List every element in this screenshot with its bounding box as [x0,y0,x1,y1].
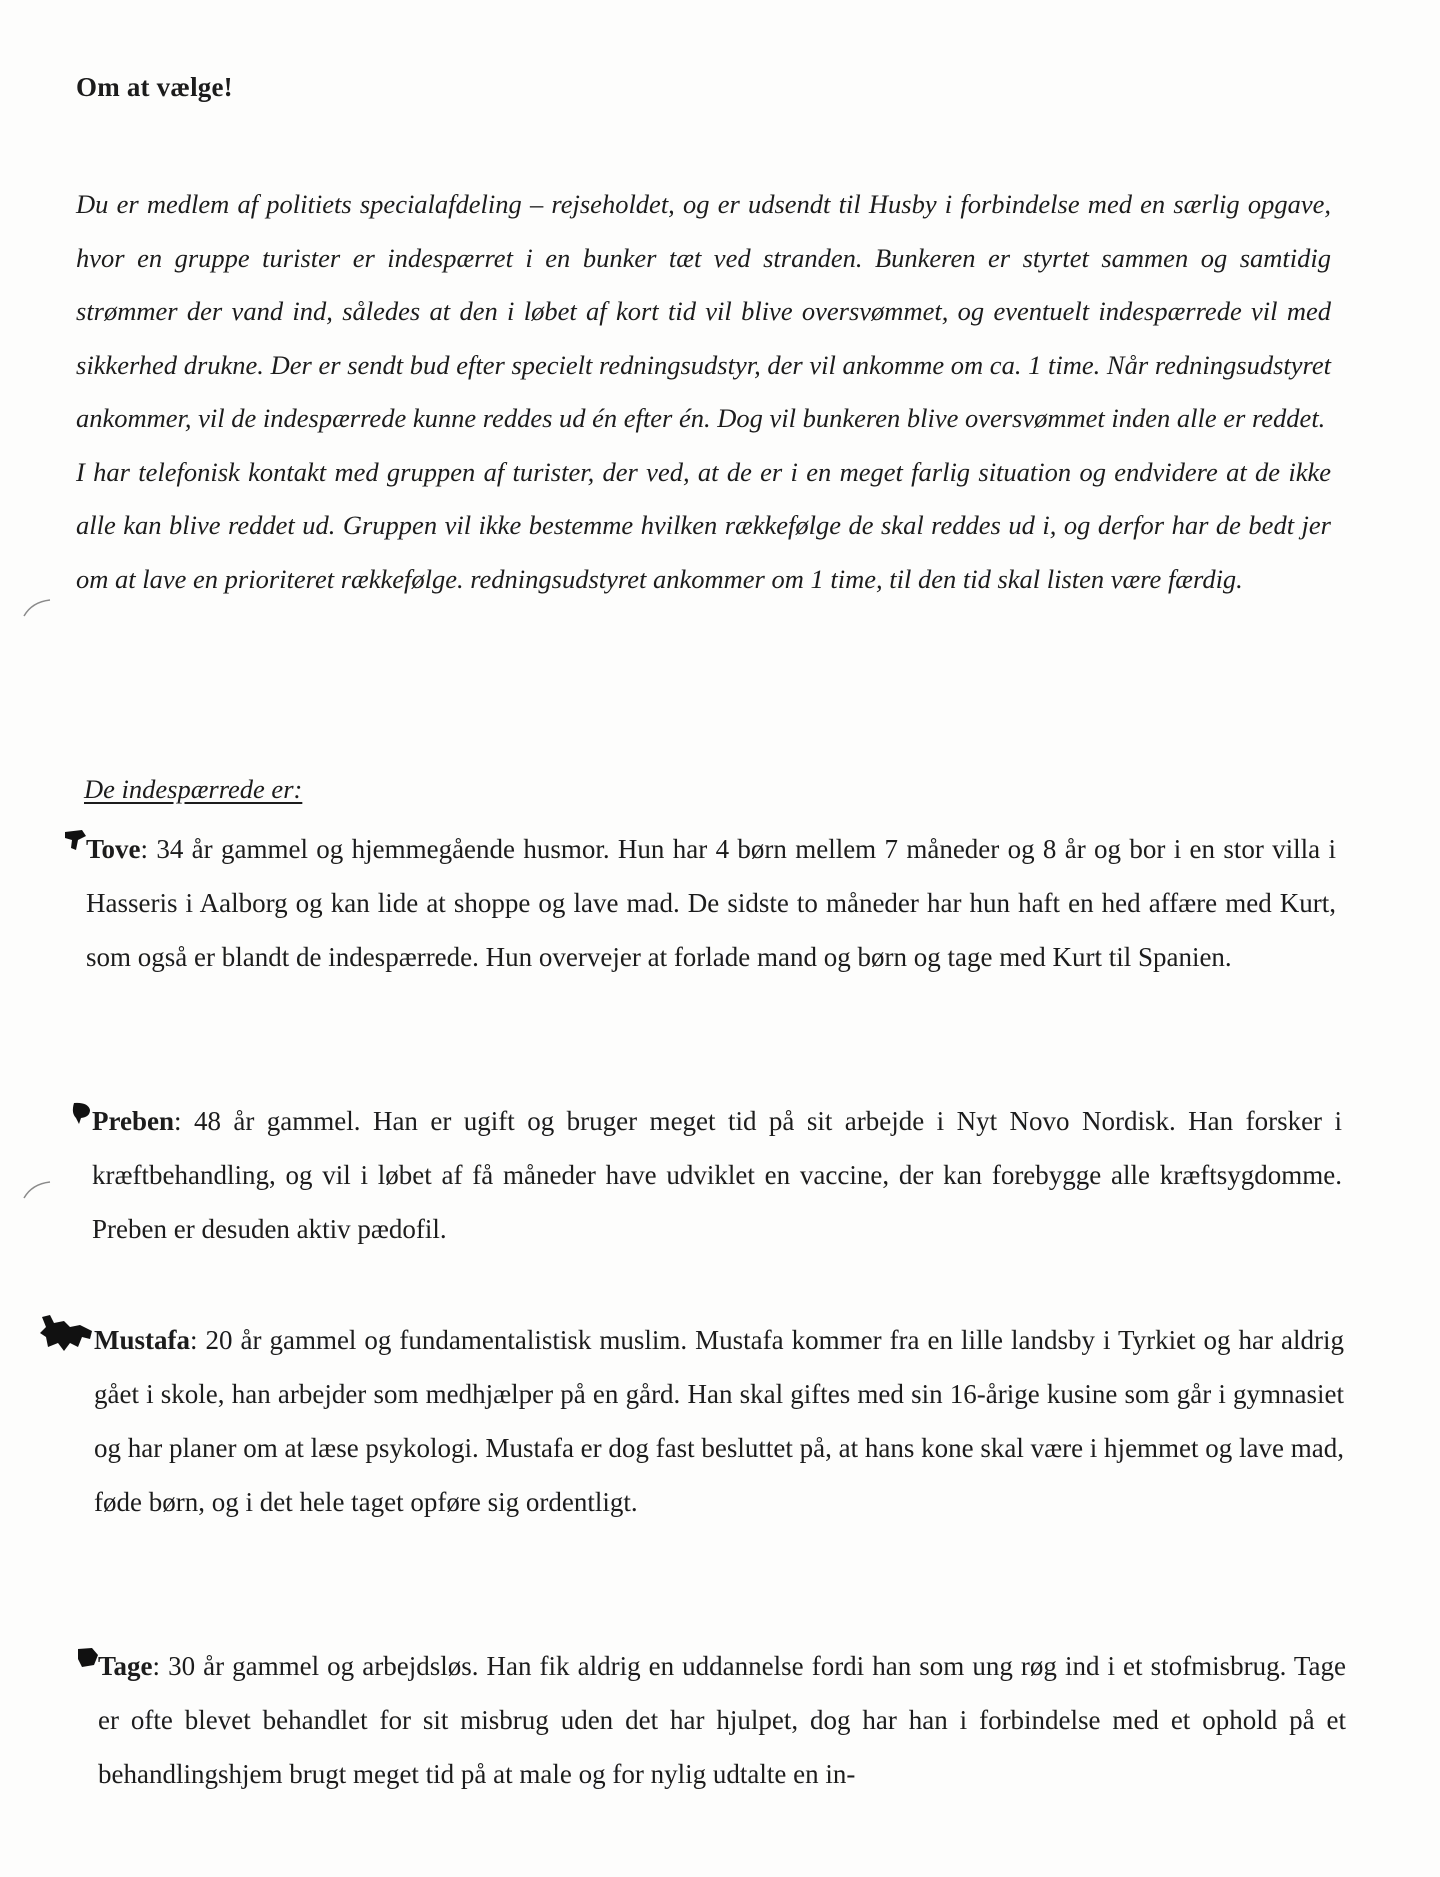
person-name: Tage [98,1651,153,1681]
list-heading: De indespærrede er: [84,774,303,804]
person-name: Tove [86,834,141,864]
scan-margin-mark [22,1180,52,1200]
person-name: Mustafa [94,1325,190,1355]
person-name: Preben [92,1106,174,1136]
ink-mark-icon [36,1313,94,1353]
scan-margin-mark [22,598,52,618]
ink-mark-icon [68,1100,94,1126]
person-description: : 34 år gammel og hjemmegående husmor. Hun har 4 børn mellem 7 måneder og 8 år og bor i en stor villa i Hasseris i Aalborg og kan lide at shoppe og lave mad. De sidste to måneder har hun haft en hed affære med Kurt, som også er blandt de indespærrede. Hun overvejer at forlade mand og børn og tage med Kurt til Spanien. [86,834,1336,972]
person-description: : 30 år gammel og arbejdsløs. Han fik aldrig en uddannelse fordi han som ung røg ind i et stofmisbrug. Tage er ofte blevet behandlet for sit misbrug uden det har hjulpet, dog har han i forbindelse med et ophold på et behandlingshjem brugt meget tid på at male og for nylig udtalte en in- [98,1651,1346,1789]
intro-paragraph: I har telefonisk kontakt med gruppen af turister, der ved, at de er i en meget farlig situation og endvidere at de ikke alle kan blive reddet ud. Gruppen vil ikke bestemme hvilken rækkefølge de skal reddes ud i, og derfor har de bedt jer om at lave en prioriteret rækkefølge. redningsudstyret ankommer om 1 time, til den tid skal listen være færdig. [76,456,1331,594]
intro-text [76,178,1331,606]
person-entry-mustafa [94,1313,1344,1529]
document-title: Om at vælge! [76,72,233,102]
person-entry-tove [86,822,1336,984]
person-entry-tage [98,1639,1346,1801]
person-description: : 20 år gammel og fundamentalistisk muslim. Mustafa kommer fra en lille landsby i Tyrkiet og har aldrig gået i skole, han arbejder som medhjælper på en gård. Han skal giftes med sin 16-årige kusine som går i gymnasiet og har planer om at læse psykologi. Mustafa er dog fast besluttet på, at hans kone skal være i hjemmet og lave mad, føde børn, og i det hele taget opføre sig ordentligt. [94,1325,1344,1517]
intro-paragraph: Du er medlem af politiets specialafdeling – rejseholdet, og er udsendt til Husby i forbindelse med en særlig opgave, hvor en gruppe turister er indespærret i en bunker tæt ved stranden. Bunkeren er styrtet sammen og samtidig strømmer der vand ind, således at den i løbet af kort tid vil blive oversvømmet, og eventuelt indespærrede vil med sikkerhed drukne. Der er sendt bud efter specielt redningsudstyr, der vil ankomme om ca. 1 time. Når redningsudstyret ankommer, vil de indespærrede kunne reddes ud én efter én. Dog vil bunkeren blive oversvømmet inden alle er reddet. [76,189,1331,433]
person-description: : 48 år gammel. Han er ugift og bruger meget tid på sit arbejde i Nyt Novo Nordisk. Han forsker i kræftbehandling, og vil i løbet af få måneder have udviklet en vaccine, der kan forebygge alle kræftsygdomme. Preben er desuden aktiv pædofil. [92,1106,1342,1244]
person-entry-preben [92,1094,1342,1256]
ink-mark-icon [74,1645,100,1671]
ink-mark-icon [62,828,88,854]
